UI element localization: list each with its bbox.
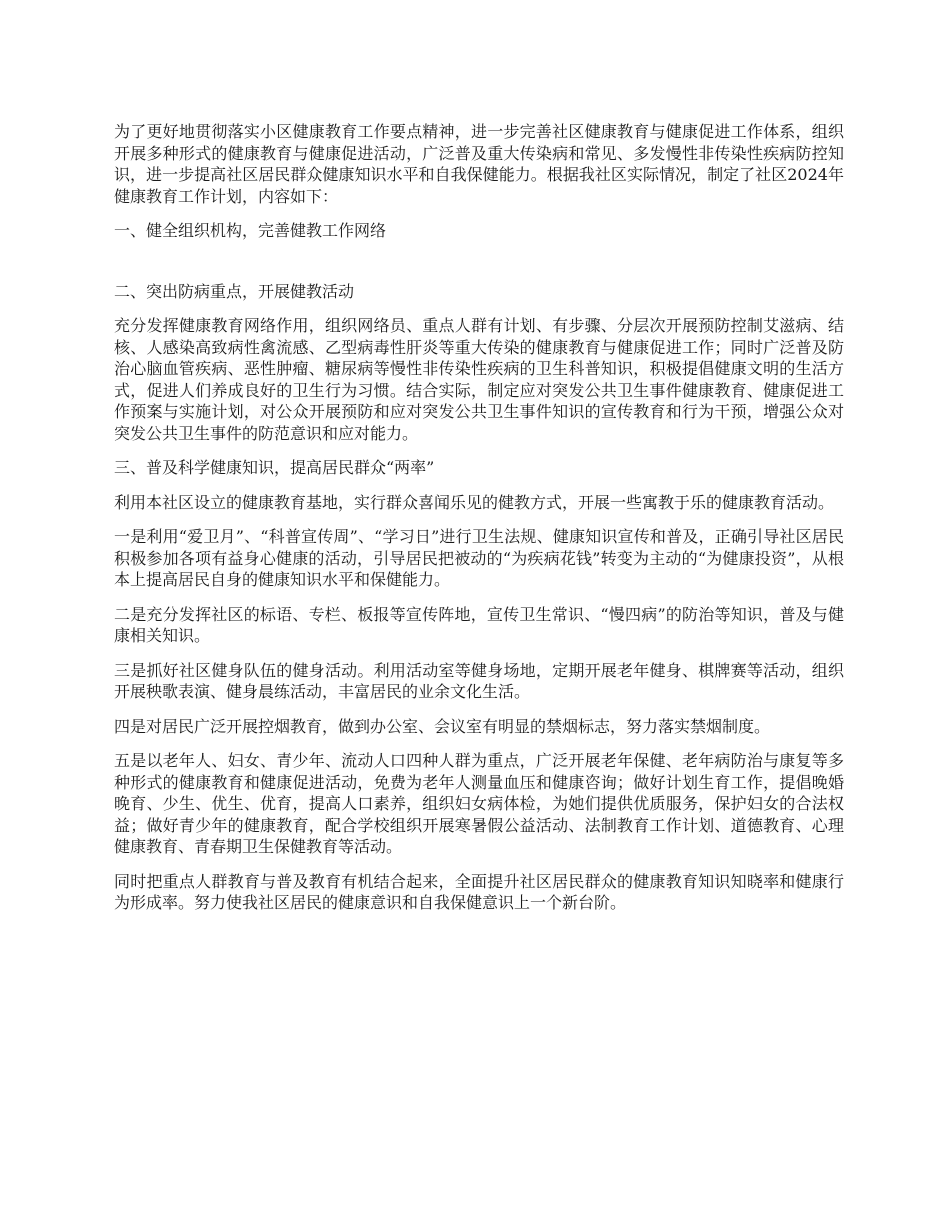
item-1-paragraph: 一是利用“爱卫月”、“科普宣传周”、“学习日”进行卫生法规、健康知识宣传和普及，正确引导社区居民积极参加各项有益身心健康的活动，引导居民把被动的“为疾病花钱”转变为主动的“为健康投资”，从根本上提高居民自身的健康知识水平和保健能力。	[114, 527, 844, 589]
section-heading-2: 二、突出防病重点，开展健教活动	[114, 281, 355, 301]
section-heading-3: 三、普及科学健康知识，提高居民群众“两率”	[114, 458, 435, 477]
document-body	[114, 121, 844, 927]
item-4-paragraph: 四是对居民广泛开展控烟教育，做到办公室、会议室有明显的禁烟标志，努力落实禁烟制度。	[114, 716, 771, 736]
closing-paragraph: 同时把重点人群教育与普及教育有机结合起来，全面提升社区居民群众的健康教育知识知晓率和健康行为形成率。努力使我社区居民的健康意识和自我保健意识上一个新台阶。	[114, 871, 844, 912]
section-3-intro-paragraph: 利用本社区设立的健康教育基地，实行群众喜闻乐见的健教方式，开展一些寓教于乐的健康教育活动。	[114, 492, 835, 512]
item-2-paragraph: 二是充分发挥社区的标语、专栏、板报等宣传阵地，宣传卫生常识、“慢四病”的防治等知识，普及与健康相关知识。	[114, 604, 844, 645]
section-2-paragraph: 充分发挥健康教育网络作用，组织网络员、重点人群有计划、有步骤、分层次开展预防控制艾滋病、结核、人感染高致病性禽流感、乙型病毒性肝炎等重大传染的健康教育与健康促进工作；同时广泛普及防治心脑血管疾病、恶性肿瘤、糖尿病等慢性非传染性疾病的卫生科普知识，积极提倡健康文明的生活方式，促进人们养成良好的卫生行为习惯。结合实际，制定应对突发公共卫生事件健康教育、健康促进工作预案与实施计划，对公众开展预防和应对突发公共卫生事件知识的宣传教育和行为干预，增强公众对突发公共卫生事件的防范意识和应对能力。	[114, 316, 844, 443]
item-5-paragraph: 五是以老年人、妇女、青少年、流动人口四种人群为重点，广泛开展老年保健、老年病防治与康复等多种形式的健康教育和健康促进活动，免费为老年人测量血压和健康咨询；做好计划生育工作，提倡晚婚晚育、少生、优生、优育，提高人口素养，组织妇女病体检，为她们提供优质服务，保护妇女的合法权益；做好青少年的健康教育，配合学校组织开展寒暑假公益活动、法制教育工作计划、道德教育、心理健康教育、青春期卫生保健教育等活动。	[114, 751, 844, 856]
section-heading-1: 一、健全组织机构，完善健教工作网络	[114, 221, 387, 240]
intro-paragraph: 为了更好地贯彻落实小区健康教育工作要点精神，进一步完善社区健康教育与健康促进工作体系，组织开展多种形式的健康教育与健康促进活动，广泛普及重大传染病和常见、多发慢性非传染性疾病防控知识，进一步提高社区居民群众健康知识水平和自我保健能力。根据我社区实际情况，制定了社区2024年健康教育工作计划，内容如下：	[114, 122, 844, 206]
item-3-paragraph: 三是抓好社区健身队伍的健身活动。利用活动室等健身场地，定期开展老年健身、棋牌赛等活动，组织开展秧歌表演、健身晨练活动，丰富居民的业余文化生活。	[114, 660, 844, 701]
